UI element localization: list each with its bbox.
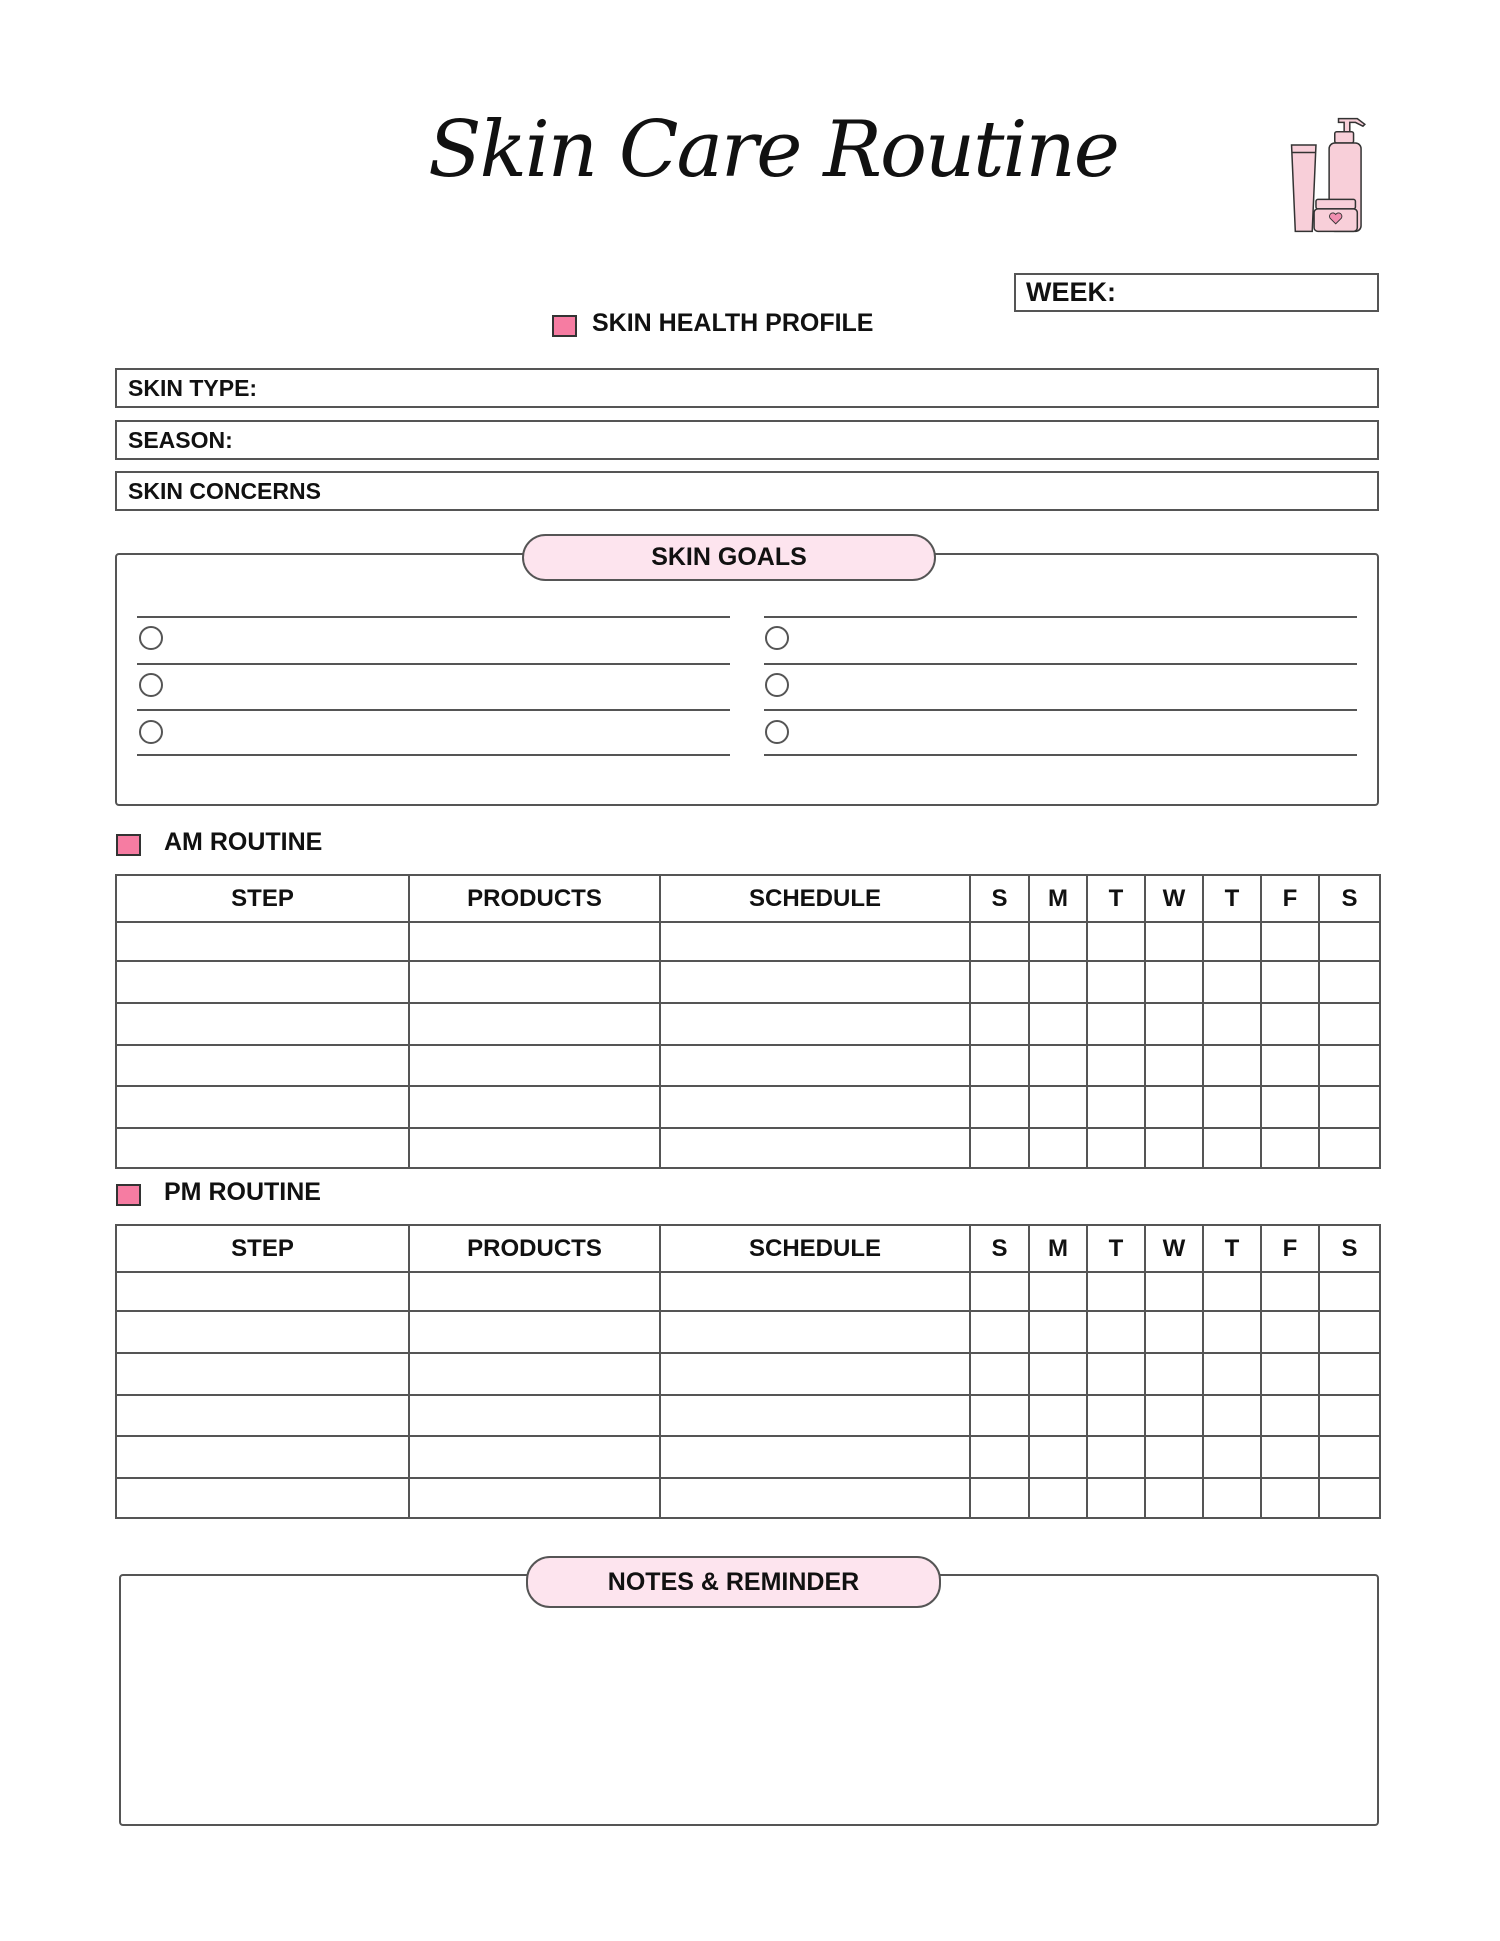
table-cell[interactable] [1261,1436,1319,1478]
table-cell[interactable] [1145,1478,1203,1518]
table-cell[interactable] [1261,1395,1319,1436]
table-cell[interactable] [409,961,660,1003]
table-cell[interactable] [409,1395,660,1436]
table-cell[interactable] [1261,1045,1319,1086]
column-header: S [970,1225,1029,1272]
table-cell[interactable] [660,1272,970,1311]
table-cell[interactable] [1261,1272,1319,1311]
goal-checkbox[interactable] [765,720,789,744]
table-cell[interactable] [1261,1003,1319,1045]
table-cell[interactable] [1203,1045,1261,1086]
table-cell[interactable] [409,1272,660,1311]
table-cell[interactable] [660,1086,970,1128]
table-cell[interactable] [970,1086,1029,1128]
table-row [116,1272,1380,1311]
table-cell[interactable] [660,1311,970,1353]
column-header: F [1261,875,1319,922]
skincare-products-icon [1284,113,1378,237]
goal-checkbox[interactable] [139,673,163,697]
table-cell[interactable] [409,1478,660,1518]
table-row [116,1395,1380,1436]
column-header: S [970,875,1029,922]
column-header: M [1029,875,1087,922]
table-cell[interactable] [1145,922,1203,961]
table-cell[interactable] [1087,922,1145,961]
season-label: SEASON: [128,426,233,453]
table-cell[interactable] [1145,961,1203,1003]
skin-goals-heading: SKIN GOALS [522,534,936,581]
goal-checkbox[interactable] [139,720,163,744]
goal-line [764,616,1357,618]
goal-line [137,754,730,756]
table-cell[interactable] [1145,1311,1203,1353]
table-cell[interactable] [1029,1436,1087,1478]
goal-checkbox[interactable] [139,626,163,650]
table-cell[interactable] [1087,1311,1145,1353]
table-cell[interactable] [1029,1086,1087,1128]
table-cell[interactable] [660,961,970,1003]
goal-checkbox[interactable] [765,673,789,697]
table-cell[interactable] [116,1003,409,1045]
table-cell[interactable] [1145,1353,1203,1395]
table-cell[interactable] [1261,1353,1319,1395]
table-cell[interactable] [409,1353,660,1395]
table-cell[interactable] [116,1436,409,1478]
table-cell[interactable] [970,1045,1029,1086]
table-row [116,1478,1380,1518]
table-cell[interactable] [1029,1045,1087,1086]
table-row [116,1436,1380,1478]
table-cell[interactable] [660,1353,970,1395]
table-cell[interactable] [970,1436,1029,1478]
week-field[interactable] [1014,273,1379,312]
table-cell[interactable] [1145,1086,1203,1128]
table-row [116,961,1380,1003]
table-cell[interactable] [1203,1311,1261,1353]
bullet-square-icon [116,1184,141,1206]
column-header: STEP [116,1225,409,1272]
table-cell[interactable] [660,922,970,961]
table-cell[interactable] [1029,1311,1087,1353]
table-cell[interactable] [1087,1003,1145,1045]
table-cell[interactable] [1087,1478,1145,1518]
table-cell[interactable] [970,1272,1029,1311]
season-field[interactable] [115,420,1379,460]
table-row [116,1311,1380,1353]
skin-concerns-field[interactable] [115,471,1379,511]
table-cell[interactable] [1029,922,1087,961]
am-routine-heading: AM ROUTINE [164,828,323,856]
column-header: T [1087,875,1145,922]
table-cell[interactable] [1261,1311,1319,1353]
table-cell[interactable] [116,922,409,961]
table-cell[interactable] [970,1128,1029,1168]
table-cell[interactable] [660,1478,970,1518]
column-header: F [1261,1225,1319,1272]
goal-checkbox[interactable] [765,626,789,650]
column-header: W [1145,875,1203,922]
table-cell[interactable] [1319,1395,1380,1436]
table-cell[interactable] [116,1311,409,1353]
table-cell[interactable] [1087,1436,1145,1478]
table-cell[interactable] [1145,1003,1203,1045]
week-label: WEEK: [1026,277,1116,307]
table-cell[interactable] [1203,1003,1261,1045]
table-cell[interactable] [116,961,409,1003]
table-cell[interactable] [1029,1003,1087,1045]
goal-line [764,663,1357,665]
column-header: T [1203,1225,1261,1272]
table-cell[interactable] [409,1003,660,1045]
bullet-square-icon [552,315,577,337]
column-header: SCHEDULE [660,875,970,922]
table-cell[interactable] [116,1086,409,1128]
table-cell[interactable] [116,1395,409,1436]
notes-box[interactable] [119,1574,1379,1826]
goal-line [764,709,1357,711]
table-cell[interactable] [1087,961,1145,1003]
table-cell[interactable] [1087,1086,1145,1128]
table-cell[interactable] [1145,1128,1203,1168]
table-cell[interactable] [116,1478,409,1518]
page-title: Skin Care Routine [428,105,1118,195]
table-cell[interactable] [1029,1478,1087,1518]
table-cell[interactable] [1319,1003,1380,1045]
table-cell[interactable] [1261,1478,1319,1518]
table-cell[interactable] [1087,1272,1145,1311]
table-cell[interactable] [970,1003,1029,1045]
table-cell[interactable] [1319,922,1380,961]
table-cell[interactable] [116,1045,409,1086]
table-cell[interactable] [116,1128,409,1168]
table-cell[interactable] [1319,1353,1380,1395]
column-header: W [1145,1225,1203,1272]
bullet-square-icon [116,834,141,856]
table-cell[interactable] [1203,1086,1261,1128]
table-cell[interactable] [1087,1395,1145,1436]
table-cell[interactable] [660,1436,970,1478]
table-cell[interactable] [970,1478,1029,1518]
column-header: PRODUCTS [409,1225,660,1272]
table-row [116,1003,1380,1045]
skin-health-profile-heading: SKIN HEALTH PROFILE [592,309,874,337]
column-header: PRODUCTS [409,875,660,922]
table-cell[interactable] [116,1353,409,1395]
table-cell[interactable] [1319,1311,1380,1353]
column-header: SCHEDULE [660,1225,970,1272]
column-header: T [1087,1225,1145,1272]
am-routine-table [115,874,1381,1169]
table-cell[interactable] [409,922,660,961]
pm-routine-heading: PM ROUTINE [164,1178,321,1206]
table-cell[interactable] [409,1436,660,1478]
table-cell[interactable] [1203,1272,1261,1311]
table-cell[interactable] [1203,1128,1261,1168]
skin-goals-box [115,553,1379,806]
table-cell[interactable] [970,1311,1029,1353]
table-cell[interactable] [409,1311,660,1353]
goal-line [137,663,730,665]
table-cell[interactable] [1203,1353,1261,1395]
table-cell[interactable] [660,1128,970,1168]
table-cell[interactable] [1145,1045,1203,1086]
table-cell[interactable] [660,1045,970,1086]
goal-line [764,754,1357,756]
skin-type-label: SKIN TYPE: [128,374,258,401]
table-cell[interactable] [1319,961,1380,1003]
table-cell[interactable] [970,1353,1029,1395]
table-row [116,922,1380,961]
skin-type-field[interactable] [115,368,1379,408]
table-cell[interactable] [970,961,1029,1003]
table-cell[interactable] [1261,1086,1319,1128]
table-cell[interactable] [1029,1395,1087,1436]
table-cell[interactable] [660,1003,970,1045]
table-cell[interactable] [1203,961,1261,1003]
table-cell[interactable] [1145,1395,1203,1436]
notes-heading: NOTES & REMINDER [526,1556,941,1608]
table-cell[interactable] [1319,1272,1380,1311]
table-row [116,1045,1380,1086]
table-cell[interactable] [1203,922,1261,961]
table-cell[interactable] [660,1395,970,1436]
table-cell[interactable] [1203,1395,1261,1436]
table-cell[interactable] [1203,1478,1261,1518]
table-cell[interactable] [1261,961,1319,1003]
table-cell[interactable] [1319,1086,1380,1128]
table-cell[interactable] [1029,961,1087,1003]
table-cell[interactable] [1261,1128,1319,1168]
table-row [116,1353,1380,1395]
table-cell[interactable] [970,1395,1029,1436]
table-cell[interactable] [1319,1045,1380,1086]
pm-routine-table [115,1224,1381,1519]
table-row [116,1086,1380,1128]
table-cell[interactable] [1145,1272,1203,1311]
table-cell[interactable] [1145,1436,1203,1478]
column-header: STEP [116,875,409,922]
column-header: M [1029,1225,1087,1272]
table-cell[interactable] [1261,922,1319,961]
skin-concerns-label: SKIN CONCERNS [128,477,321,504]
table-cell[interactable] [1319,1478,1380,1518]
column-header: S [1319,1225,1380,1272]
table-cell[interactable] [1087,1128,1145,1168]
goal-line [137,616,730,618]
table-cell[interactable] [1319,1128,1380,1168]
table-cell[interactable] [1029,1353,1087,1395]
table-cell[interactable] [1319,1436,1380,1478]
table-cell[interactable] [409,1045,660,1086]
table-cell[interactable] [1029,1272,1087,1311]
table-cell[interactable] [970,922,1029,961]
column-header: T [1203,875,1261,922]
goal-line [137,709,730,711]
table-cell[interactable] [116,1272,409,1311]
table-cell[interactable] [409,1128,660,1168]
table-cell[interactable] [1029,1128,1087,1168]
column-header: S [1319,875,1380,922]
table-cell[interactable] [409,1086,660,1128]
table-cell[interactable] [1203,1436,1261,1478]
table-cell[interactable] [1087,1353,1145,1395]
table-cell[interactable] [1087,1045,1145,1086]
table-row [116,1128,1380,1168]
